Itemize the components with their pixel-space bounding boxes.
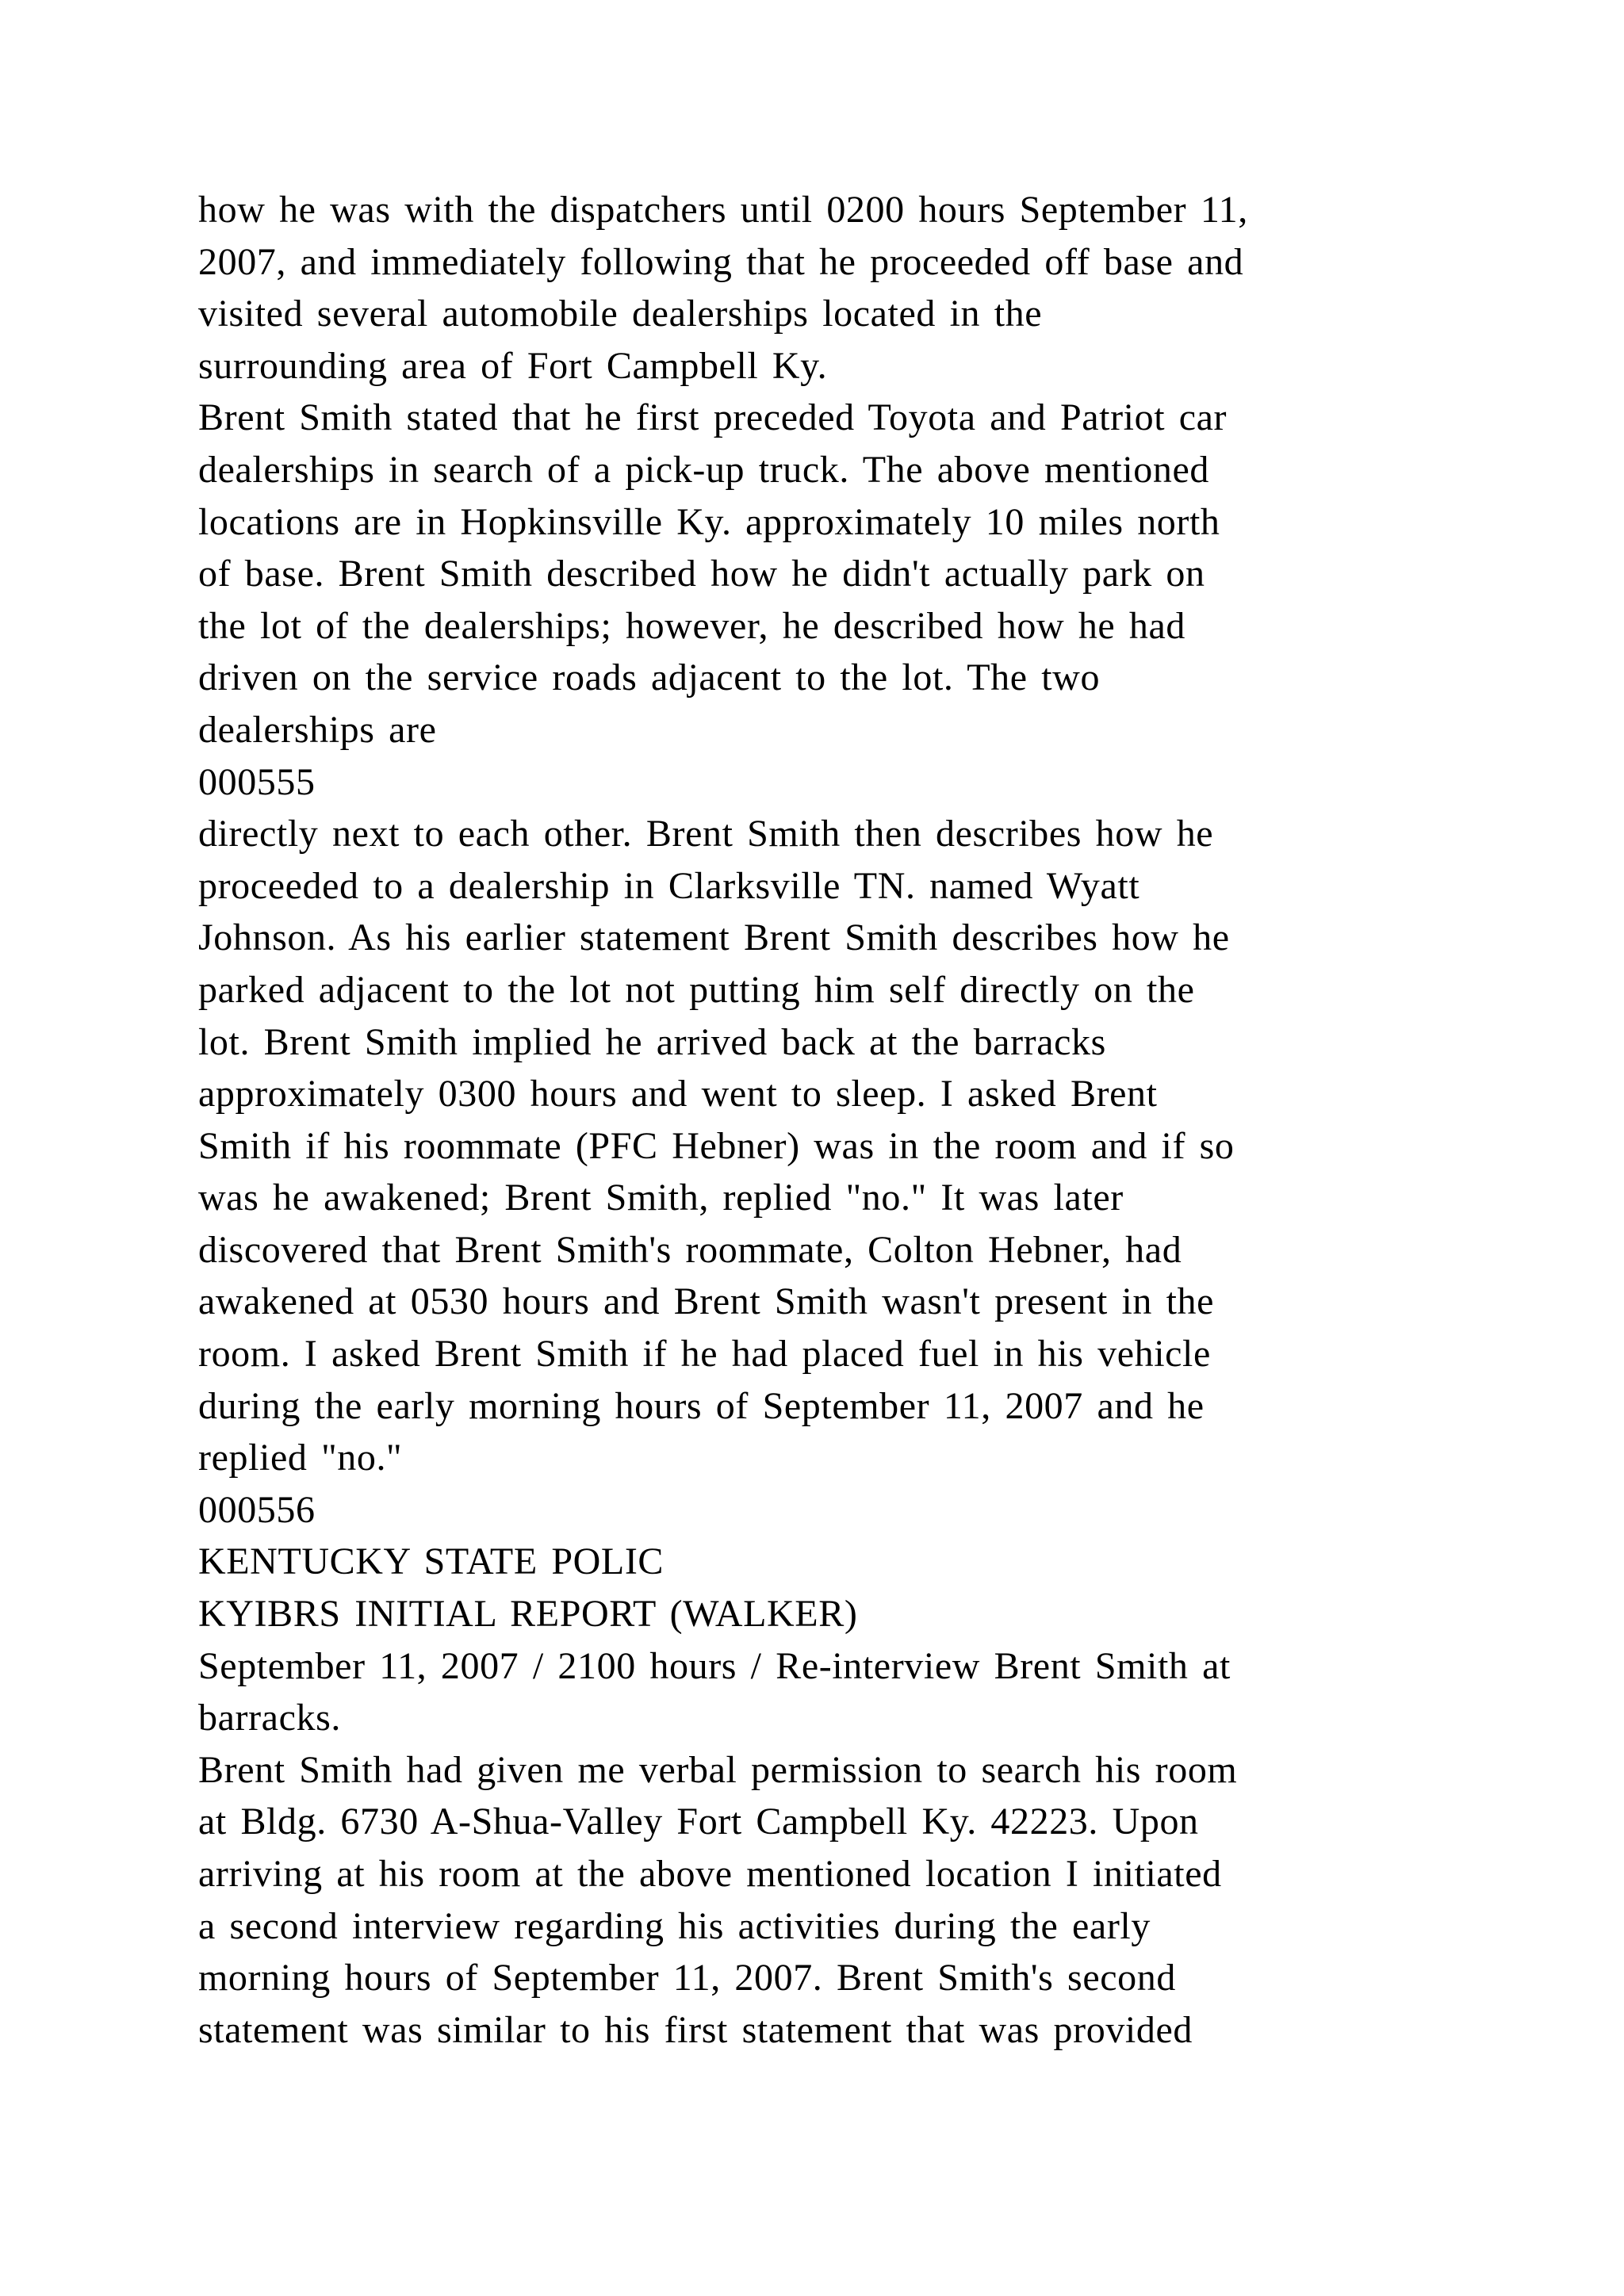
text-line: approximately 0300 hours and went to sleep. I asked Brent bbox=[198, 1073, 1158, 1115]
text-line: awakened at 0530 hours and Brent Smith wasn't present in the bbox=[198, 1280, 1215, 1323]
text-line: driven on the service roads adjacent to the lot. The two bbox=[198, 656, 1101, 699]
text-line: 2007, and immediately following that he proceeded off base and bbox=[198, 240, 1244, 283]
text-line: replied "no." bbox=[198, 1437, 403, 1479]
page-number: 000556 bbox=[198, 1488, 316, 1531]
text-line: the lot of the dealerships; however, he described how he had bbox=[198, 604, 1186, 647]
text-line: dealerships are bbox=[198, 708, 437, 751]
text-line: proceeded to a dealership in Clarksville TN. named Wyatt bbox=[198, 864, 1140, 907]
text-line: Brent Smith had given me verbal permission to search his room bbox=[198, 1748, 1238, 1791]
text-line: barracks. bbox=[198, 1697, 341, 1739]
text-line: at Bldg. 6730 A-Shua-Valley Fort Campbell Ky. 42223. Upon bbox=[198, 1800, 1199, 1843]
text-line: dealerships in search of a pick-up truck. The above mentioned bbox=[198, 448, 1209, 491]
text-line: surrounding area of Fort Campbell Ky. bbox=[198, 344, 828, 387]
text-line: directly next to each other. Brent Smith then describes how he bbox=[198, 813, 1214, 855]
text-line: locations are in Hopkinsville Ky. approximately 10 miles north bbox=[198, 500, 1220, 543]
text-line: Smith if his roommate (PFC Hebner) was in the room and if so bbox=[198, 1124, 1235, 1167]
text-line: statement was similar to his first statement that was provided bbox=[198, 2008, 1193, 2051]
text-line: a second interview regarding his activities during the early bbox=[198, 1904, 1151, 1947]
text-line: arriving at his room at the above mentioned location I initiated bbox=[198, 1853, 1222, 1895]
text-line: Brent Smith stated that he first preceded Toyota and Patriot car bbox=[198, 396, 1228, 439]
document-body bbox=[198, 184, 1507, 2056]
text-line: room. I asked Brent Smith if he had placed fuel in his vehicle bbox=[198, 1333, 1211, 1376]
text-line: lot. Brent Smith implied he arrived back at the barracks bbox=[198, 1020, 1106, 1063]
text-line: morning hours of September 11, 2007. Brent Smith's second bbox=[198, 1957, 1176, 1999]
text-line: Johnson. As his earlier statement Brent Smith describes how he bbox=[198, 916, 1230, 959]
page-number: 000555 bbox=[198, 760, 316, 803]
text-line: how he was with the dispatchers until 0200 hours September 11, bbox=[198, 189, 1248, 231]
text-line: visited several automobile dealerships located in the bbox=[198, 293, 1043, 335]
section-header: KENTUCKY STATE POLIC bbox=[198, 1540, 665, 1583]
text-line: parked adjacent to the lot not putting him self directly on the bbox=[198, 968, 1195, 1011]
text-line: discovered that Brent Smith's roommate, Colton Hebner, had bbox=[198, 1228, 1182, 1271]
text-line: during the early morning hours of September 11, 2007 and he bbox=[198, 1384, 1205, 1427]
text-line: of base. Brent Smith described how he didn't actually park on bbox=[198, 553, 1205, 595]
text-line: was he awakened; Brent Smith, replied "no." It was later bbox=[198, 1177, 1124, 1219]
text-line: September 11, 2007 / 2100 hours / Re-interview Brent Smith at bbox=[198, 1644, 1231, 1687]
section-header: KYIBRS INITIAL REPORT (WALKER) bbox=[198, 1593, 858, 1636]
